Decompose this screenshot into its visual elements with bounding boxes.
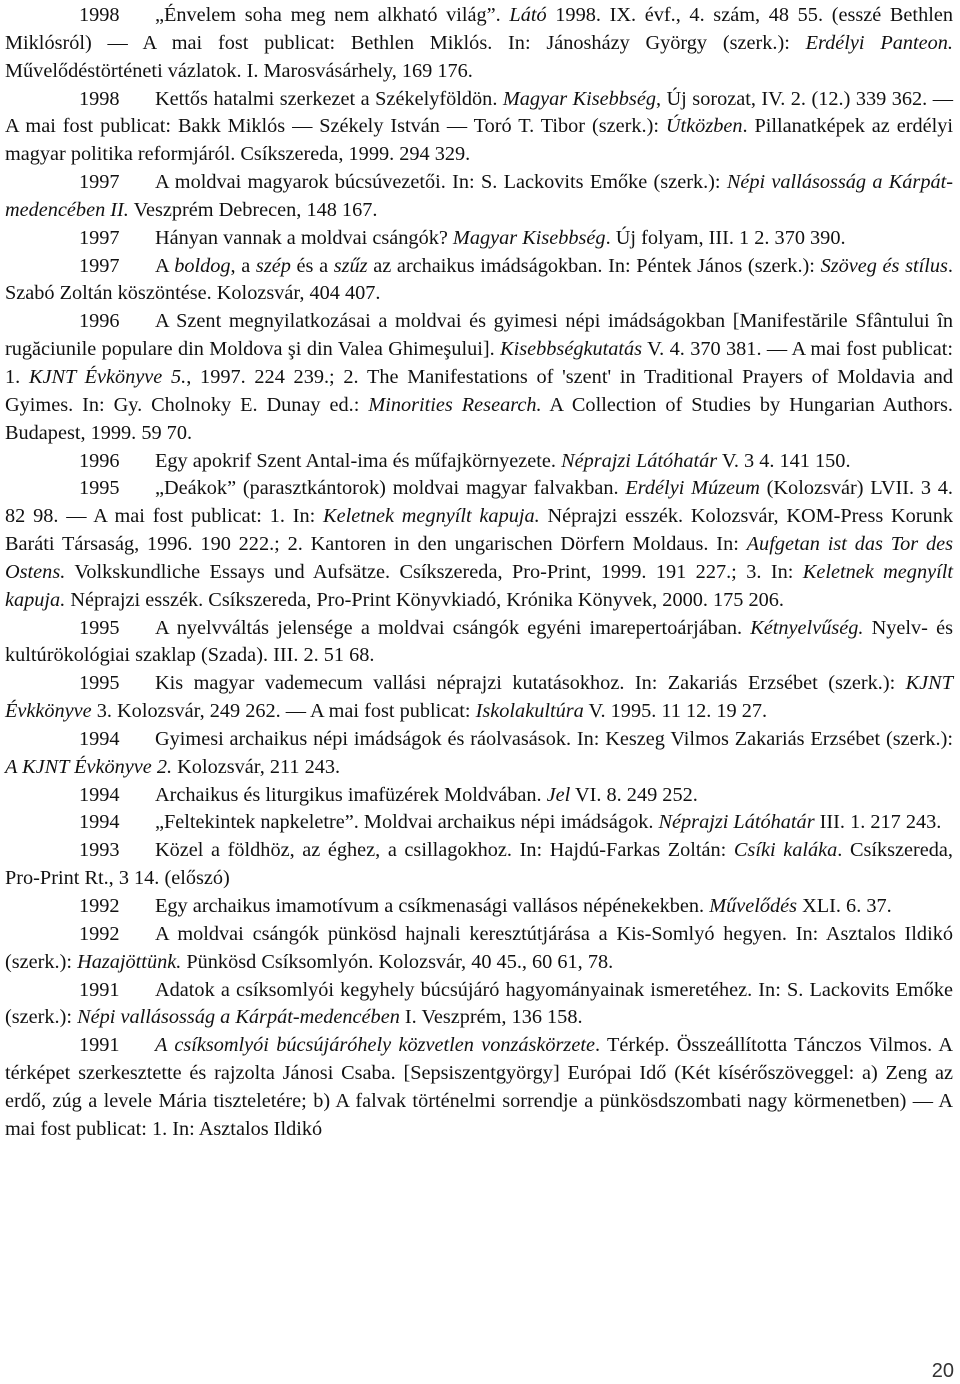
entry-italic-text: Minorities Research. <box>368 393 542 416</box>
entry-text: 1998. IX. évf., 4. szám, 48 55. (esszé Bethlen Miklósról) — A mai fost publicat: Bethlen Miklós. In: Jánosházy György (szerk.): <box>5 4 953 54</box>
entry-text: , a <box>230 254 256 277</box>
entry-text: Néprajzi esszék. Csíkszereda, Pro-Print Könyvkiadó, Krónika Könyvek, 2000. 175 206. <box>65 588 784 611</box>
entry-text: „Deákok” (parasztkántorok) moldvai magyar falvakban. <box>155 477 626 500</box>
entry-year: 1995 <box>79 672 120 695</box>
entry-italic-text: Csíki kaláka <box>733 839 838 862</box>
entry-italic-text: Néprajzi Látóhatár <box>561 449 718 472</box>
entry-italic-text: KJNT Évkönyve 5. <box>28 365 187 388</box>
entry-text: A Szent megnyilatkozásai a moldvai és gyimesi népi imádságokban [Manifestările Sfântului în rugăciunile populare din Moldova şi din Valea Ghimeşului]. <box>5 310 953 361</box>
bibliography-entry <box>5 809 953 837</box>
entry-italic-text: Erdélyi Panteon. <box>805 31 953 54</box>
bibliography-entry <box>5 726 953 782</box>
entry-year: 1998 <box>79 87 120 110</box>
entry-text: XLI. 6. 37. <box>797 895 892 917</box>
entry-year: 1996 <box>79 310 120 333</box>
entry-year: 1997 <box>79 254 120 277</box>
entry-year: 1991 <box>79 978 120 1001</box>
bibliography-entry <box>5 308 953 447</box>
entry-text: Egy apokrif Szent Antal-ima és műfajkörnyezete. <box>155 449 562 472</box>
entry-text: és a <box>290 254 334 277</box>
entry-text: , 1997. 224 239.; 2. The Manifestations of 'szent' in Traditional Prayers of Moldavia and Gyimes. In: Gy. Cholnoky E. Dunay ed.: <box>5 365 953 416</box>
bibliography-entry <box>5 225 953 253</box>
entry-italic-text: Néprajzi Látóhatár <box>658 811 815 834</box>
entry-italic-text: Művelődés <box>709 895 798 917</box>
entry-italic-text: Magyar Kisebbség <box>452 226 606 249</box>
bibliography-entry <box>5 2 953 86</box>
entry-text: Kettős hatalmi szerkezet a Székelyföldön. <box>155 87 503 110</box>
entry-year: 1995 <box>79 477 120 500</box>
bibliography-entry <box>5 448 953 476</box>
entry-text: Kolozsvár, 211 243. <box>172 755 341 778</box>
entry-italic-text: Jel <box>546 783 571 806</box>
entry-year: 1994 <box>79 811 120 834</box>
entry-text: (Kolozsvár) LVII. 3 4. 82 98. — A mai fost publicat: 1. In: <box>5 477 954 528</box>
bibliography-entry <box>5 921 953 977</box>
entry-text: „Feltekintek napkeletre”. Moldvai archaikus népi imádságok. <box>155 811 659 834</box>
entry-text: Hányan vannak a moldvai csángók? <box>155 226 453 249</box>
entry-italic-text: Erdélyi Múzeum <box>625 477 760 500</box>
bibliography-entry <box>5 893 953 921</box>
bibliography-list <box>5 2 953 1144</box>
entry-text: Volkskundliche Essays und Aufsätze. Csíkszereda, Pro-Print, 1999. 191 227.; 3. In: <box>65 560 803 583</box>
entry-text: Pünkösd Csíksomlyón. Kolozsvár, 40 45., 60 61, 78. <box>181 950 614 973</box>
entry-year: 1997 <box>79 171 120 194</box>
bibliography-entry <box>5 475 953 614</box>
bibliography-entry <box>5 253 953 309</box>
entry-text: V. 1995. 11 12. 19 27. <box>583 700 768 723</box>
entry-italic-text: Népi vallásosság a Kárpát-medencében <box>77 1006 400 1029</box>
entry-text: , Új sorozat, IV. 2. (12.) 339 362. — A mai fost publicat: Bakk Miklós — Székely István — Toró T. Tibor (szerk.): <box>5 87 953 138</box>
entry-year: 1994 <box>79 727 120 750</box>
entry-text: „Énvelem soha meg nem alkható világ”. <box>155 4 510 26</box>
entry-text: 3. Kolozsvár, 249 262. — A mai fost publicat: <box>91 700 476 723</box>
entry-text: Gyimesi archaikus népi imádságok és ráolvasások. In: Keszeg Vilmos Zakariás Erzsébet (szerk.): <box>155 727 953 750</box>
entry-italic-text: A KJNT Évkönyve 2. <box>5 755 173 778</box>
entry-text: III. 1. 217 243. <box>814 811 942 834</box>
entry-italic-text: szép <box>255 254 291 277</box>
entry-text: . Pillanatképek az erdélyi magyar politika reformjáról. Csíkszereda, 1999. 294 329. <box>5 115 953 166</box>
entry-year: 1996 <box>79 449 120 472</box>
entry-text: az archaikus imádságokban. In: Péntek János (szerk.): <box>367 254 821 277</box>
bibliography-entry <box>5 977 953 1033</box>
entry-year: 1993 <box>79 839 120 862</box>
entry-text: Nyelv- és kultúrökológiai szaklap (Szada). III. 2. 51 68. <box>5 616 953 667</box>
entry-text: Néprajzi esszék. Kolozsvár, KOM-Press Korunk Baráti Társaság, 1996. 190 222.; 2. Kantoren in den ungarischen Dörfern Moldaus. In: <box>5 505 953 556</box>
entry-text: Egy archaikus imamotívum a csíkmenasági vallásos népénekekben. <box>155 895 710 917</box>
entry-italic-text: Iskolakultúra <box>475 700 584 723</box>
entry-italic-text: Magyar Kisebbség <box>502 87 656 110</box>
entry-italic-text: Keletnek megnyílt kapuja. <box>5 560 953 611</box>
entry-text: Adatok a csíksomlyói kegyhely búcsújáró hagyományainak ismeretéhez. In: S. Lackovits Emőke (szerk.): <box>5 978 953 1029</box>
entry-italic-text: Aufgetan ist das Tor des Ostens. <box>5 533 953 583</box>
entry-text: A Collection of Studies by Hungarian Authors. Budapest, 1999. 59 70. <box>5 393 953 444</box>
entry-year: 1997 <box>79 226 120 249</box>
entry-text: Művelődéstörténeti vázlatok. I. Marosvásárhely, 169 176. <box>5 59 473 82</box>
entry-year: 1994 <box>79 783 120 806</box>
entry-italic-text: Látó <box>509 4 547 26</box>
entry-italic-text: Hazajöttünk. <box>77 950 182 973</box>
entry-text: V. 4. 370 381. — A mai fost publicat: 1. <box>5 338 953 388</box>
bibliography-entry <box>5 837 953 893</box>
entry-text: . Új folyam, III. 1 2. 370 390. <box>605 226 846 249</box>
entry-text: A nyelvváltás jelensége a moldvai csángók egyéni imarepertoárjában. <box>155 616 751 639</box>
entry-text: . Csíkszereda, Pro-Print Rt., 3 14. (előszó) <box>5 839 953 890</box>
entry-text: . Szabó Zoltán köszöntése. Kolozsvár, 404 407. <box>5 254 953 305</box>
entry-italic-text: Keletnek megnyílt kapuja. <box>323 505 540 528</box>
entry-text: . Térkép. Összeállította Tánczos Vilmos. A térképet szerkesztette és rajzolta Jánosi Csaba. [Sepsiszentgyörgy] Európai Idő (Két kísérőszöveggel: a) Zeng az erdő, zúg a levele Mária tiszteletére; b) A falvak történelmi sorrendje a pünkösdszombati nagy körmenetben) — A mai fost publicat: 1. In: Asztalos Ildikó <box>5 1034 953 1140</box>
entry-text: A <box>155 254 175 277</box>
entry-text: A moldvai csángók pünkösd hajnali keresztútjárása a Kis-Somlyó hegyen. In: Asztalos Ildikó (szerk.): <box>5 922 953 973</box>
entry-italic-text: szűz <box>333 254 368 277</box>
entry-year: 1992 <box>79 895 120 917</box>
entry-italic-text: A csíksomlyói búcsújáróhely közvetlen vonzáskörzete <box>155 1034 595 1057</box>
page-number: 20 <box>931 1360 954 1382</box>
entry-text: A moldvai magyarok búcsúvezetői. In: S. Lackovits Emőke (szerk.): <box>155 171 727 194</box>
entry-text: Kis magyar vademecum vallási néprajzi kutatásokhoz. In: Zakariás Erzsébet (szerk.): <box>155 672 906 695</box>
bibliography-entry <box>5 1032 953 1143</box>
bibliography-entry <box>5 615 953 671</box>
entry-year: 1992 <box>79 922 120 945</box>
bibliography-entry <box>5 86 953 170</box>
entry-text: VI. 8. 249 252. <box>570 783 698 806</box>
entry-year: 1995 <box>79 616 120 639</box>
entry-italic-text: Kisebbségkutatás <box>500 338 643 361</box>
entry-italic-text: Kétnyelvűség. <box>750 616 864 639</box>
entry-year: 1991 <box>79 1034 120 1057</box>
entry-text: I. Veszprém, 136 158. <box>399 1006 583 1029</box>
entry-text: V. 3 4. 141 150. <box>717 449 851 472</box>
bibliography-entry <box>5 169 953 225</box>
entry-italic-text: Népi vallásosság a Kárpát-medencében II. <box>5 171 953 221</box>
bibliography-entry <box>5 782 953 810</box>
entry-text: Archaikus és liturgikus imafüzérek Moldvában. <box>155 783 547 806</box>
entry-italic-text: Útközben <box>665 115 743 138</box>
entry-italic-text: Szöveg és stílus <box>820 254 948 277</box>
entry-text: Veszprém Debrecen, 148 167. <box>128 198 378 221</box>
entry-italic-text: boldog <box>174 254 231 277</box>
entry-year: 1998 <box>79 4 120 26</box>
entry-text: Közel a földhöz, az éghez, a csillagokhoz. In: Hajdú-Farkas Zoltán: <box>155 839 734 862</box>
entry-italic-text: KJNT Évkkönyve <box>5 672 953 723</box>
bibliography-entry <box>5 670 953 726</box>
